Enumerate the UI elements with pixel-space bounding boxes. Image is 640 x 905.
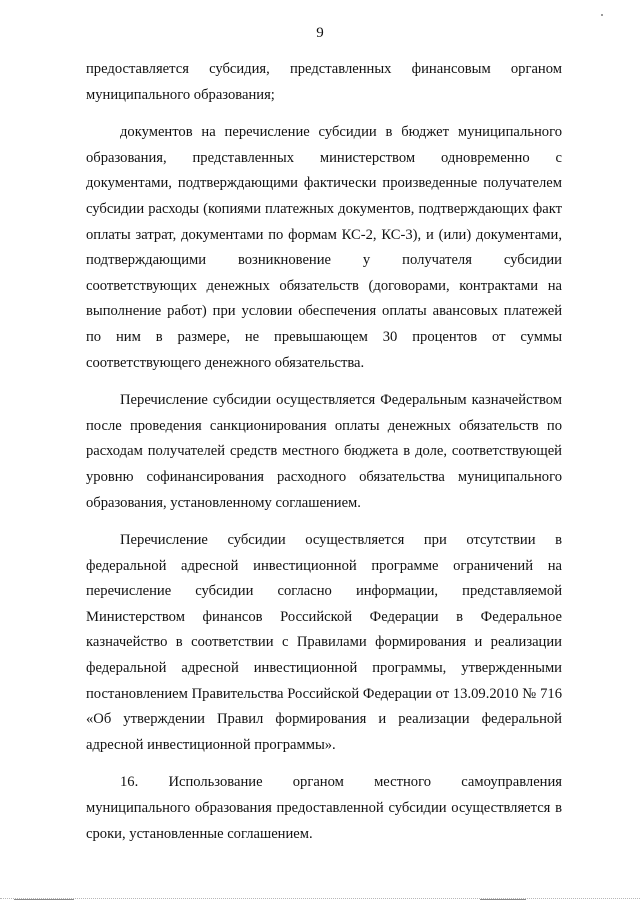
paragraph-continuation: предоставляется субсидия, представленных финансовым органом муниципального образования; <box>86 61 562 103</box>
paragraph-investment-program: Перечисление субсидии осуществляется при отсутствии в федеральной адресной инвестиционной программе ограничений на перечисление субсидии согласно информации, представляемой Министерством финансов Российской Федерации в Федеральное казначейство в соответствии с Правилами формирования и реализации федеральной адресной инвестиционной программы, утвержденными постановлением Правительства Российской Федерации от 13.09.2010 № 716 «Об утверждении Правил формирования и реализации федеральной адресной инвестиционной программы». <box>86 532 562 753</box>
scan-speck <box>601 14 603 16</box>
scan-footer-edge <box>0 898 640 902</box>
paragraph-treasury-transfer: Перечисление субсидии осуществляется Федеральным казначейством после проведения санкционирования оплаты денежных обязательств по расходам получателей средств местного бюджета в доле, соответствующей уровню софинансирования расходного обязательства муниципального образования, установленному соглашением. <box>86 392 562 511</box>
page-number: 9 <box>316 25 324 41</box>
document-body <box>86 57 562 859</box>
paragraph-clause-16: 16. Использование органом местного самоуправления муниципального образования предоставленной субсидии осуществляется в сроки, установленные соглашением. <box>86 774 562 842</box>
scan-footer-mark <box>480 899 526 900</box>
paragraph-documents: документов на перечисление субсидии в бюджет муниципального образования, представленных министерством одновременно с документами, подтверждающими фактически произведенные получателем субсидии расходы (копиями платежных документов, подтверждающих факт оплаты затрат, документами по формам КС-2, КС-3), и (или) документами, подтверждающими возникновение у получателя субсидии соответствующих денежных обязательств (договорами, контрактами на выполнение работ) при условии обеспечения оплаты авансовых платежей по ним в размере, не превышающем 30 процентов от суммы соответствующего денежного обязательства. <box>86 124 562 371</box>
scan-footer-mark <box>14 899 74 900</box>
